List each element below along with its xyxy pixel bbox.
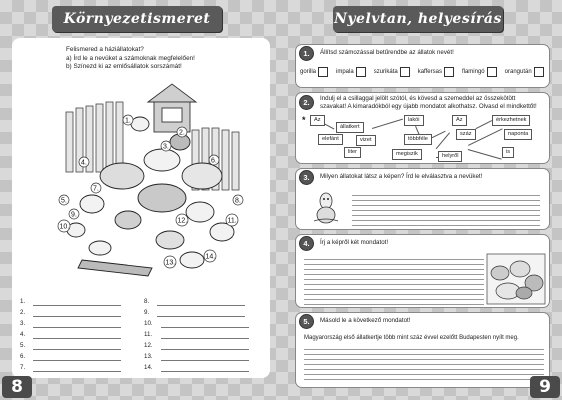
answer-number: 8. <box>144 298 150 305</box>
task-1-instruction: Állítsd számozással betűrendbe az állatok nevét! <box>320 49 454 57</box>
word-box: lakói <box>404 115 424 126</box>
word-box: Az <box>310 115 325 126</box>
answer-number: 9. <box>144 309 150 316</box>
word-box: többféle <box>404 134 432 145</box>
animal-name: flamingó <box>461 69 485 75</box>
task-number-badge: 5. <box>299 314 314 329</box>
task-2-card <box>295 92 550 164</box>
right-page <box>281 0 562 400</box>
instruction-line: b) Színezd ki az emlősállatok sorszámát! <box>66 63 182 71</box>
word-connector <box>468 149 502 160</box>
word-connector <box>372 119 403 129</box>
illus-number: 11. <box>227 217 237 225</box>
instruction-line: Felismered a háziállatokat? <box>66 46 144 53</box>
order-box[interactable] <box>534 67 544 77</box>
animal-list <box>300 67 544 77</box>
answer-line <box>33 316 121 317</box>
illus-number: 8. <box>235 197 241 205</box>
task-3-instruction: Milyen állatokat látsz a képen? Írd le elválasztva a nevüket! <box>320 173 483 181</box>
word-box: is <box>502 147 514 158</box>
right-page-title: Nyelvtan, helyesírás <box>333 6 503 32</box>
writing-lines[interactable] <box>304 345 544 380</box>
right-page-number: 9 <box>530 376 560 398</box>
task-header <box>296 235 549 251</box>
task-number-badge: 3. <box>299 170 314 185</box>
answer-line <box>161 349 249 350</box>
answer-number: 3. <box>20 320 26 327</box>
task-4-instruction: Írj a képről két mondatot! <box>320 239 389 247</box>
illus-number: 3. <box>163 143 169 151</box>
answer-line <box>161 371 249 372</box>
answer-line <box>33 327 121 328</box>
word-box: megiszik <box>392 149 422 160</box>
writing-lines[interactable] <box>352 191 540 226</box>
animal-name: gorilla <box>300 69 317 75</box>
left-page-number: 8 <box>2 376 32 398</box>
answer-line <box>33 305 121 306</box>
word-box: helyről <box>438 151 462 162</box>
answer-line <box>33 349 121 350</box>
illus-number: 13. <box>165 259 176 267</box>
answer-line <box>161 338 249 339</box>
answer-line <box>161 360 249 361</box>
animal-group-picture <box>486 253 546 305</box>
answer-line <box>157 305 245 306</box>
animal-name: orangután <box>504 69 532 75</box>
left-instructions <box>66 46 246 72</box>
word-box: érkezhetnek <box>492 115 530 126</box>
illus-number: 1. <box>125 117 131 125</box>
answer-lines <box>20 296 260 374</box>
task-header <box>296 93 549 115</box>
sentence-to-copy: Magyarország első állatkertje több mint száz évvel ezelőtt Budapesten nyílt meg. <box>304 335 519 341</box>
start-star: * <box>302 115 306 125</box>
word-box: Az <box>452 115 467 126</box>
word-box: állatkert <box>336 122 364 133</box>
task-number-badge: 2. <box>299 95 314 110</box>
task-number-badge: 1. <box>299 46 314 61</box>
task-number-badge: 4. <box>299 236 314 251</box>
answer-line <box>161 327 249 328</box>
word-box: elefánt <box>318 134 343 145</box>
word-connector <box>476 120 492 129</box>
illus-number: 9. <box>71 211 77 219</box>
answer-number: 5. <box>20 342 26 349</box>
left-page-title: Környezetismeret <box>52 6 222 32</box>
word-box: vizet <box>356 135 376 146</box>
answer-line <box>33 360 121 361</box>
meerkat-drawing <box>310 187 342 225</box>
task-5-instruction: Másold le a következő mondatot! <box>320 317 411 325</box>
illus-number: 2. <box>179 129 185 137</box>
order-box[interactable] <box>356 67 366 77</box>
writing-lines[interactable] <box>304 255 484 305</box>
illus-number: 4. <box>81 159 87 167</box>
answer-row[interactable] <box>20 362 130 374</box>
word-box: liter <box>344 147 361 158</box>
answer-line <box>157 316 245 317</box>
instruction-line: a) Írd le a nevüket a számoknak megfelelően! <box>66 54 195 62</box>
word-box: naponta <box>504 129 532 140</box>
order-box[interactable] <box>400 67 410 77</box>
answer-number: 7. <box>20 364 26 371</box>
order-box[interactable] <box>318 67 328 77</box>
word-box: száz <box>456 129 476 140</box>
task-header <box>296 45 549 61</box>
answer-number: 2. <box>20 309 26 316</box>
answer-number: 13. <box>144 353 153 360</box>
task-1-card <box>295 44 550 88</box>
answer-number: 1. <box>20 298 26 305</box>
illus-number: 6. <box>211 157 217 165</box>
answer-line <box>33 371 121 372</box>
illus-number: 10. <box>59 223 70 231</box>
task-2-instruction: Indulj el a csillaggal jelölt szótól, és kövesd a szemeddel az összekötött szavakat! A kimaradókból egy újabb mondatot alkothatsz. Olvasd el mindkettőt! <box>320 95 537 110</box>
answer-number: 11. <box>144 331 153 338</box>
animal-name: szurikáta <box>373 69 398 75</box>
answer-number: 4. <box>20 331 26 338</box>
illus-number: 14. <box>205 253 216 261</box>
task-header <box>296 169 549 185</box>
answer-number: 12. <box>144 342 153 349</box>
answer-line <box>33 338 121 339</box>
illus-number: 12. <box>177 217 188 225</box>
illus-number: 7. <box>93 185 99 193</box>
task-5-card <box>295 312 550 388</box>
answer-number: 14. <box>144 364 153 371</box>
task-4-card <box>295 234 550 308</box>
answer-row[interactable] <box>144 362 260 374</box>
order-box[interactable] <box>487 67 497 77</box>
illus-number: 5. <box>61 197 67 205</box>
task-3-card <box>295 168 550 230</box>
answer-number: 10. <box>144 320 153 327</box>
order-box[interactable] <box>444 67 454 77</box>
task-header <box>296 313 549 329</box>
farm-animals-illustration <box>52 80 252 285</box>
answer-number: 6. <box>20 353 26 360</box>
animal-name: kaffersas <box>417 69 442 75</box>
animal-name: impala <box>336 69 354 75</box>
